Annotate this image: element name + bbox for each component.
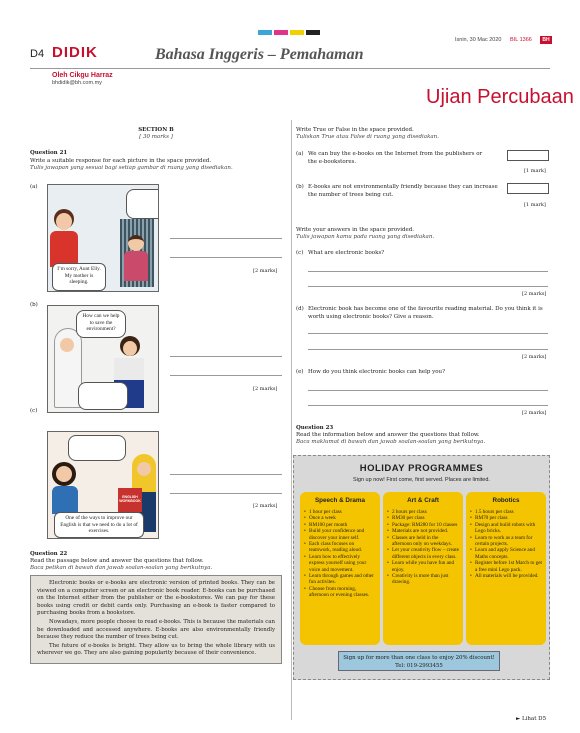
programme-item: • Learn to work as a team for certain projects.	[470, 535, 542, 548]
programme-item: • 2 hours per class	[387, 509, 459, 515]
passage-paragraph: The future of e-books is bright. They allow us to bring the whole library with us wherever we go. They are also gaining popularity because of their convenience.	[37, 642, 275, 657]
q22c-label: (c)	[296, 250, 304, 256]
programme-item: • RM70 per class	[470, 515, 542, 521]
programme-title: Art & Craft	[407, 497, 439, 504]
q21b-bubble-text: How can we help to save the environment?	[82, 313, 120, 333]
q22b-text: E-books are not environmentally friendly because they can increase the number of trees being cut.	[308, 184, 498, 198]
q22e-label: (e)	[296, 369, 304, 375]
aunt-body	[50, 231, 78, 267]
q22c-marks: [2 marks]	[522, 291, 547, 297]
q21b-label: (b)	[30, 302, 38, 308]
q21a-marks: [2 marks]	[253, 268, 278, 274]
girl-face	[128, 235, 144, 251]
answer-line	[308, 405, 548, 406]
author-name: Oleh Cikgu Harraz	[52, 72, 113, 79]
q22d-label: (d)	[296, 306, 304, 312]
author-email: bhdidik@bh.com.my	[52, 80, 102, 86]
q21c-marks: [2 marks]	[253, 503, 278, 509]
tf-instruction: Write True or False in the space provided.	[296, 127, 414, 133]
question-22-instruction: Read the passage below and answer the questions that follow.	[30, 558, 204, 564]
q22a-marks: [1 mark]	[524, 168, 546, 174]
q22b-answer-box[interactable]	[507, 183, 549, 194]
column-divider	[291, 120, 292, 720]
programme-item: • All materials will be provided.	[470, 573, 542, 579]
section-title: SECTION B	[138, 127, 174, 133]
q21a-empty-bubble	[126, 189, 159, 219]
next-page-link[interactable]: ► Lihat D5	[516, 716, 547, 722]
q22e-marks: [2 marks]	[522, 410, 547, 416]
girl2-face	[123, 341, 137, 356]
programme-item: • Classes are held in the afternoon only on weekdays.	[387, 535, 459, 548]
answer-line	[308, 286, 548, 287]
programme-item: • Creativity is more than just drawing.	[387, 573, 459, 586]
question-23-label: Question 23	[296, 425, 334, 431]
question-23-instruction-ms: Baca maklumat di bawah dan jawab soalan-soalan yang berikutnya.	[296, 439, 486, 445]
programme-item: • Learn and apply Science and Maths concepts.	[470, 547, 542, 560]
publisher-logo-icon: BH	[540, 36, 552, 44]
issue-number: BIL 1366	[510, 37, 532, 43]
q21c-empty-bubble	[68, 435, 126, 461]
programme-item: • 1.5 hours per class	[470, 509, 542, 515]
answer-line	[308, 349, 548, 350]
girl2-shirt	[114, 358, 144, 380]
answer-line	[170, 493, 282, 494]
girl3-face	[56, 466, 72, 482]
color-swatch-yellow	[290, 30, 304, 35]
answer-line	[308, 390, 548, 391]
girl-hijab-face	[60, 338, 74, 352]
q22d-text: Electronic book has become one of the favourite reading material. Do you think it is worth using electronic books? Give a reason.	[308, 306, 543, 320]
tf-instruction-ms: Tuliskan True atau False di ruang yang disediakan.	[296, 134, 439, 140]
q21a-label: (a)	[30, 184, 38, 190]
promo-text: Sign up for more than one class to enjoy 20% discount!	[343, 655, 495, 661]
programme-item: • Build your confidence and discover your inner self.	[304, 528, 376, 541]
q22a-label: (a)	[296, 151, 304, 157]
passage-paragraph: Nowadays, more people choose to read e-books. This is because the materials can be downloaded and accessed anywhere. E-books are also environmentally friendly because they reduce the number of trees being cut.	[37, 618, 275, 641]
holiday-title: HOLIDAY PROGRAMMES	[359, 463, 484, 474]
aunt-face	[56, 213, 72, 230]
question-21-instruction-ms: Tulis jawapan yang sesuai bagi setiap gambar di ruang yang disediakan.	[30, 165, 233, 171]
q21a-speech-bubble	[52, 263, 106, 291]
q21a-picture	[47, 184, 159, 292]
issue-date: Isnin, 30 Mac 2020	[455, 37, 502, 43]
q22e-text: How do you think electronic books can help you?	[308, 369, 446, 375]
question-21-label: Question 21	[30, 150, 68, 156]
answer-line	[170, 238, 282, 239]
written-instruction: Write your answers in the space provided.	[296, 227, 415, 233]
q21c-picture	[47, 431, 159, 539]
answer-line	[308, 271, 548, 272]
section-marks: [ 30 marks ]	[139, 134, 173, 140]
answer-line	[170, 257, 282, 258]
programme-item: • Design and build robots with Lego bricks.	[470, 522, 542, 535]
answer-line	[170, 474, 282, 475]
q21c-bubble-text: One of the ways to improve our English is that we need to do a lot of exercises.	[60, 515, 138, 535]
programme-title: Robotics	[492, 497, 520, 504]
page-title: Bahasa Inggeris – Pemahaman	[155, 46, 364, 63]
programme-item: • Register before 1st March to get a free mini Lego pack.	[470, 560, 542, 573]
programme-item: • Learn through games and other fun activites.	[304, 573, 376, 586]
programme-item: • Let your creativity flow – create different objects in every class.	[387, 547, 459, 560]
q21b-empty-bubble	[78, 382, 128, 410]
page-number: D4	[30, 48, 45, 60]
question-23-instruction: Read the information below and answer the questions that follow.	[296, 432, 480, 438]
q21c-speech-bubble	[54, 512, 144, 538]
programme-item: • RM100 per month	[304, 522, 376, 528]
q21a-bubble-text: I’m sorry, Aunt Elly. My mother is sleeping.	[57, 266, 101, 286]
color-swatch-black	[306, 30, 320, 35]
programme-item: • Package: RM280 for 10 classes	[387, 522, 459, 528]
question-21-instruction: Write a suitable response for each picture in the space provided.	[30, 158, 212, 164]
programme-item: • Choose from morning, afternoon or evening classes.	[304, 586, 376, 599]
q21b-picture	[47, 305, 159, 413]
q21b-speech-bubble	[76, 310, 126, 338]
header-divider	[30, 68, 550, 69]
q22c-text: What are electronic books?	[308, 250, 385, 256]
programme-item: • Once a week	[304, 515, 376, 521]
workbook-sign: ENGLISH WORKBOOK	[118, 488, 142, 512]
section-logo: DIDIK	[52, 44, 98, 61]
girl3-body	[52, 486, 78, 514]
girl-body	[124, 251, 148, 281]
answer-line	[170, 356, 282, 357]
q22a-answer-box[interactable]	[507, 150, 549, 161]
holiday-subtitle: Sign up now! First come, first served. Places are limited.	[353, 477, 490, 483]
promo-phone: Tel: 019-2993455	[395, 663, 443, 669]
programme-item: • Each class focuses on teamwork, reading aloud.	[304, 541, 376, 554]
programme-item: • Learn while you have fun and enjoy.	[387, 560, 459, 573]
written-instruction-ms: Tulis jawapan kamu pada ruang yang disediakan.	[296, 234, 435, 240]
color-swatch-magenta	[274, 30, 288, 35]
programme-card-speech-drama	[300, 492, 380, 645]
q22d-marks: [2 marks]	[522, 354, 547, 360]
girl4-face	[137, 462, 151, 476]
programme-card-robotics	[466, 492, 546, 645]
passage-box	[30, 575, 282, 664]
answer-line	[170, 375, 282, 376]
programme-item: • 1 hour per class	[304, 509, 376, 515]
color-swatch-cyan	[258, 30, 272, 35]
passage-paragraph: Electronic books or e-books are electronic version of printed books. They can be viewed on a computer screen or an electronic book reader. E-books can be purchased on the Internet either from the publisher or the e-bookstores. We can pay for these books using credit or debit cards only. Purchasing an e-book is faster compared to purchasing books from a bookstore.	[37, 580, 275, 617]
banner-title: Ujian Percubaan	[426, 86, 574, 108]
answer-line	[308, 333, 548, 334]
q21c-label: (c)	[30, 408, 38, 414]
programme-title: Speech & Drama	[314, 497, 366, 504]
programme-item: • RM30 per class	[387, 515, 459, 521]
question-22-instruction-ms: Baca petikan di bawah dan jawab soalan-soalan yang berikutnya.	[30, 565, 213, 571]
color-registration-bar	[258, 30, 320, 35]
q22b-label: (b)	[296, 184, 304, 190]
programme-item: • Learn how to effectively express yourself using your voice and movement.	[304, 554, 376, 573]
question-22-label: Question 22	[30, 551, 68, 557]
discount-promo-box	[338, 651, 500, 671]
programme-item: • Materials are not provided.	[387, 528, 459, 534]
q21b-marks: [2 marks]	[253, 386, 278, 392]
programme-card-art-craft	[383, 492, 463, 645]
q22b-marks: [1 mark]	[524, 202, 546, 208]
q22a-text: We can buy the e-books on the Internet from the publishers or the e-bookstores.	[308, 151, 483, 165]
